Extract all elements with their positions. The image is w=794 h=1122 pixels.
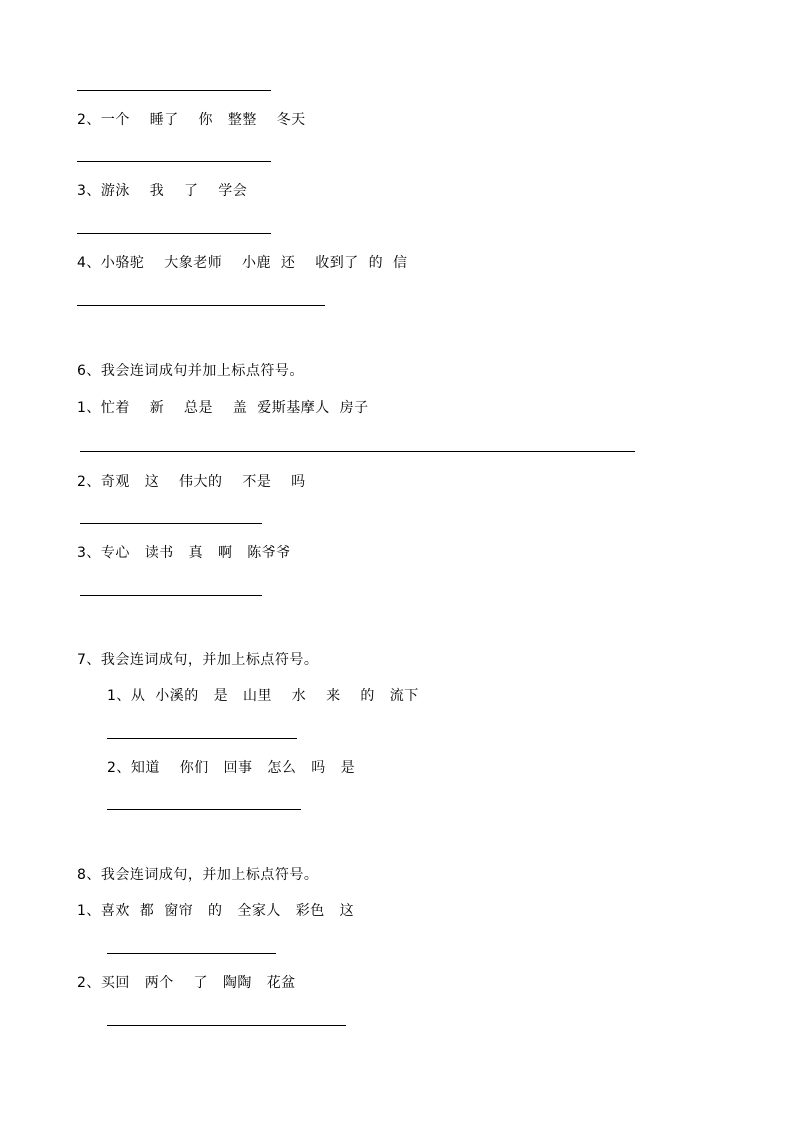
answer-line[interactable]	[107, 1025, 346, 1026]
sentence-item: 2、奇观 这 伟大的 不是 吗	[77, 474, 306, 490]
sentence-item: 4、小骆驼 大象老师 小鹿 还 收到了 的 信	[77, 255, 408, 271]
answer-line[interactable]	[107, 738, 297, 739]
answer-line[interactable]	[77, 161, 271, 162]
sentence-item: 1、忙着 新 总是 盖 爱斯基摩人 房子	[77, 400, 369, 416]
sentence-item: 2、买回 两个 了 陶陶 花盆	[77, 975, 296, 991]
sentence-item: 2、知道 你们 回事 怎么 吗 是	[107, 760, 356, 776]
section-heading: 6、我会连词成句并加上标点符号。	[77, 363, 304, 379]
answer-line[interactable]	[80, 451, 635, 452]
sentence-item: 1、从 小溪的 是 山里 水 来 的 流下	[107, 688, 419, 704]
sentence-item: 3、专心 读书 真 啊 陈爷爷	[77, 545, 291, 561]
answer-line[interactable]	[80, 595, 262, 596]
answer-line[interactable]	[107, 953, 276, 954]
sentence-item: 2、一个 睡了 你 整整 冬天	[77, 112, 306, 128]
section-heading: 7、我会连词成句，并加上标点符号。	[77, 652, 319, 668]
answer-line[interactable]	[80, 523, 262, 524]
answer-line[interactable]	[77, 233, 271, 234]
answer-line[interactable]	[107, 809, 301, 810]
sentence-item: 1、喜欢 都 窗帘 的 全家人 彩色 这	[77, 903, 355, 919]
answer-line[interactable]	[77, 90, 271, 91]
section-heading: 8、我会连词成句，并加上标点符号。	[77, 867, 319, 883]
sentence-item: 3、游泳 我 了 学会	[77, 183, 248, 199]
answer-line[interactable]	[77, 305, 325, 306]
